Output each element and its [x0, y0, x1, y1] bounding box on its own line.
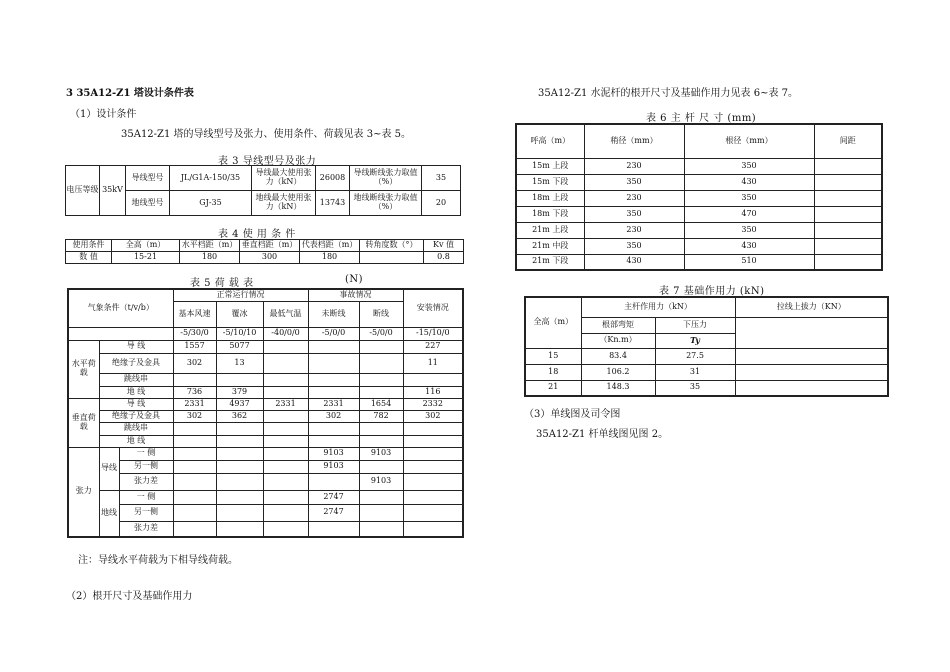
t7-press-symbol: Ty — [655, 333, 735, 348]
sub-heading-foundation: （2）根开尺寸及基础作用力 — [66, 591, 193, 602]
cell — [308, 473, 359, 490]
group-horizontal: 水平荷载 — [68, 340, 99, 398]
cell — [263, 460, 308, 473]
t4-header: 全高（m） — [112, 240, 180, 252]
sub-heading-design: （1）设计条件 — [70, 109, 137, 120]
t4-value: 180 — [180, 252, 240, 264]
group-ground: 地线 — [99, 490, 119, 537]
cell: 350 — [584, 206, 684, 222]
t4-value — [360, 252, 424, 264]
cell: 350 — [684, 158, 814, 174]
cell: 116 — [403, 386, 463, 398]
cell: 230 — [584, 190, 684, 206]
cell: 302 — [173, 410, 216, 422]
voltage-value: 35kV — [100, 166, 126, 216]
cell: 4937 — [216, 398, 263, 410]
cell: 导线断线张力取值（%） — [350, 166, 422, 191]
cell — [216, 473, 263, 490]
cell: 26008 — [316, 166, 350, 191]
t7-pull-blank — [735, 317, 888, 348]
cell: 227 — [403, 340, 463, 353]
cell: 21m 下段 — [516, 254, 584, 270]
cond-value: -5/0/0 — [359, 327, 403, 340]
intro-right: 35A12-Z1 水泥杆的根开尺寸及基础作用力见表 6~表 7。 — [538, 88, 798, 99]
cell — [308, 386, 359, 398]
row-label: 地 线 — [99, 386, 173, 398]
cell: 导线最大使用张力（kN） — [252, 166, 316, 191]
cell — [263, 521, 308, 537]
cell — [403, 521, 463, 537]
table3-caption: 表 3 导线型号及张力 — [218, 156, 317, 167]
cell: 302 — [173, 353, 216, 373]
cell — [814, 190, 882, 206]
t6-header: 稍径（mm） — [584, 124, 684, 158]
cell — [173, 504, 216, 521]
cell — [216, 373, 263, 386]
cell — [263, 435, 308, 447]
weather-label: 气象条件（t/v/b） — [68, 289, 173, 327]
t4-header: 转角度数（°） — [360, 240, 424, 252]
cell: 13743 — [316, 191, 350, 216]
cell — [735, 380, 888, 396]
table4-caption: 表 4 使 用 条 件 — [218, 229, 296, 240]
t7-pull-header: 拉线上拔力（KN） — [735, 297, 888, 317]
table5-unit: (N) — [345, 274, 364, 285]
cell — [263, 504, 308, 521]
cell — [173, 422, 216, 435]
row-label: 跳线串 — [99, 373, 173, 386]
cell: 15m 下段 — [516, 174, 584, 190]
cell — [403, 435, 463, 447]
cell — [216, 521, 263, 537]
cell: 782 — [359, 410, 403, 422]
t4-header: 垂直档距（m） — [240, 240, 300, 252]
cell — [735, 348, 888, 364]
row-label: 另一侧 — [119, 504, 173, 521]
cond-value: -5/30/0 — [173, 327, 216, 340]
cond-blank — [68, 327, 173, 340]
row-label: 地 线 — [99, 435, 173, 447]
section-title: 3 35A12-Z1 塔设计条件表 — [66, 88, 194, 99]
cell — [814, 238, 882, 254]
cell — [308, 353, 359, 373]
t4-value: 300 — [240, 252, 300, 264]
cell: 31 — [655, 364, 735, 380]
cell: 430 — [684, 174, 814, 190]
t6-header: 呼高（m） — [516, 124, 584, 158]
row-label: 另一侧 — [119, 460, 173, 473]
t7-moment-header: 根部弯矩 — [581, 317, 655, 333]
cell: 5077 — [216, 340, 263, 353]
t4-value: 15-21 — [112, 252, 180, 264]
cell: 35 — [422, 166, 461, 191]
row-label: 张力差 — [119, 473, 173, 490]
table-5 — [67, 288, 464, 538]
cell — [173, 490, 216, 504]
row-label: 张力差 — [119, 521, 173, 537]
cell: 736 — [173, 386, 216, 398]
cell: 2331 — [308, 398, 359, 410]
cell — [814, 254, 882, 270]
voltage-label: 电压等级 — [66, 166, 100, 216]
cell: 18m 上段 — [516, 190, 584, 206]
cell: 9103 — [308, 460, 359, 473]
cell: 1654 — [359, 398, 403, 410]
cell: 430 — [684, 238, 814, 254]
cond-value: -40/0/0 — [263, 327, 308, 340]
cell: 地线断线张力取值（%） — [350, 191, 422, 216]
cell — [173, 473, 216, 490]
group-vertical: 垂直荷载 — [68, 398, 99, 447]
cell: 2331 — [263, 398, 308, 410]
t4-value: 180 — [300, 252, 360, 264]
cell: 9103 — [359, 473, 403, 490]
cell — [263, 373, 308, 386]
cell: 地线最大使用张力（kN） — [252, 191, 316, 216]
sub-header: 最低气温 — [263, 301, 308, 327]
cell — [359, 435, 403, 447]
cell — [359, 340, 403, 353]
cell: 15 — [525, 348, 581, 364]
cell — [263, 473, 308, 490]
t4-header: 代表档距（m） — [300, 240, 360, 252]
cell — [216, 422, 263, 435]
cell — [403, 473, 463, 490]
t7-main-header: 主杆作用力（kN） — [581, 297, 735, 317]
t6-header: 根径（mm） — [684, 124, 814, 158]
cell: 148.3 — [581, 380, 655, 396]
cell: 350 — [684, 222, 814, 238]
cell — [403, 422, 463, 435]
cell: 83.4 — [581, 348, 655, 364]
cell: 15m 上段 — [516, 158, 584, 174]
cond-value: -15/10/0 — [403, 327, 463, 340]
cell: 18 — [525, 364, 581, 380]
cell — [308, 435, 359, 447]
install-label: 安装情况 — [403, 289, 463, 327]
t7-height-header: 全高（m） — [525, 297, 581, 348]
cell — [263, 410, 308, 422]
row-label: 跳线串 — [99, 422, 173, 435]
cell: 35 — [655, 380, 735, 396]
cell: 21m 中段 — [516, 238, 584, 254]
accident-label: 事故情况 — [308, 289, 403, 301]
t4-header: Kv 值 — [424, 240, 464, 252]
cell — [216, 447, 263, 460]
cell — [814, 158, 882, 174]
t6-header: 间距 — [814, 124, 882, 158]
cell: 106.2 — [581, 364, 655, 380]
cell — [359, 504, 403, 521]
cell: 362 — [216, 410, 263, 422]
t7-press-header: 下压力 — [655, 317, 735, 333]
intro-left: 35A12-Z1 塔的导线型号及张力、使用条件、荷载见表 3~表 5。 — [121, 129, 411, 140]
cell: 21 — [525, 380, 581, 396]
cell: 2332 — [403, 398, 463, 410]
cell — [173, 521, 216, 537]
cell: 1557 — [173, 340, 216, 353]
t7-moment-unit: （Kn.m） — [581, 333, 655, 348]
row-label: 导 线 — [99, 398, 173, 410]
table-7 — [524, 296, 889, 397]
row-label: 一 侧 — [119, 447, 173, 460]
table-4 — [65, 239, 464, 264]
table5-caption: 表 5 荷 载 表 — [190, 278, 254, 289]
group-conductor: 导线 — [99, 447, 119, 490]
sub-header: 断线 — [359, 301, 403, 327]
diagram-reference: 35A12-Z1 杆单线图见图 2。 — [536, 429, 669, 440]
table-6 — [515, 123, 883, 271]
cell — [263, 386, 308, 398]
cell — [814, 222, 882, 238]
cell: 27.5 — [655, 348, 735, 364]
cell — [216, 435, 263, 447]
cell — [216, 490, 263, 504]
cell — [359, 490, 403, 504]
cell — [216, 504, 263, 521]
cell: 21m 上段 — [516, 222, 584, 238]
normal-label: 正常运行情况 — [173, 289, 308, 301]
cell: 302 — [308, 410, 359, 422]
cell — [308, 422, 359, 435]
cell — [263, 340, 308, 353]
cell: 350 — [584, 238, 684, 254]
cell: 470 — [684, 206, 814, 222]
cell — [359, 460, 403, 473]
cell: 510 — [684, 254, 814, 270]
cell: 302 — [403, 410, 463, 422]
cell: 2747 — [308, 490, 359, 504]
cell — [359, 521, 403, 537]
cell — [359, 353, 403, 373]
group-tension: 张力 — [68, 447, 99, 537]
t4-header: 水平档距（m） — [180, 240, 240, 252]
cell — [308, 373, 359, 386]
cell — [263, 422, 308, 435]
cell: 9103 — [308, 447, 359, 460]
cell: 379 — [216, 386, 263, 398]
cell: 13 — [216, 353, 263, 373]
cell — [814, 174, 882, 190]
table-3 — [65, 165, 461, 216]
t4-value: 数 值 — [66, 252, 112, 264]
cell — [359, 373, 403, 386]
cell: 18m 下段 — [516, 206, 584, 222]
cell — [403, 504, 463, 521]
cell: 2331 — [173, 398, 216, 410]
cell: 9103 — [359, 447, 403, 460]
cell — [359, 422, 403, 435]
sub-header: 基本风速 — [173, 301, 216, 327]
cell: JL/G1A-150/35 — [170, 166, 252, 191]
t4-header: 使用条件 — [66, 240, 112, 252]
cell — [263, 353, 308, 373]
table7-caption: 表 7 基础作用力 (kN) — [659, 286, 765, 297]
row-label: 绝缘子及金具 — [99, 410, 173, 422]
cell — [403, 373, 463, 386]
table6-caption: 表 6 主 杆 尺 寸 (mm) — [646, 113, 757, 124]
cell — [403, 447, 463, 460]
row-label: 绝缘子及金具 — [99, 353, 173, 373]
sub-heading-diagram: （3）单线图及司令图 — [524, 409, 621, 420]
sub-header: 未断线 — [308, 301, 359, 327]
cell: 430 — [584, 254, 684, 270]
cell — [173, 447, 216, 460]
cell: 230 — [584, 222, 684, 238]
cond-value: -5/10/10 — [216, 327, 263, 340]
cell: 230 — [584, 158, 684, 174]
row-label: 一 侧 — [119, 490, 173, 504]
t4-value: 0.8 — [424, 252, 464, 264]
cell: 20 — [422, 191, 461, 216]
cell: 11 — [403, 353, 463, 373]
cell — [173, 460, 216, 473]
cell: 350 — [684, 190, 814, 206]
cell — [735, 364, 888, 380]
cell — [173, 435, 216, 447]
cell — [403, 490, 463, 504]
cell: GJ-35 — [170, 191, 252, 216]
cell — [814, 206, 882, 222]
sub-header: 覆冰 — [216, 301, 263, 327]
cell — [403, 460, 463, 473]
cell — [216, 460, 263, 473]
cell — [263, 447, 308, 460]
cell — [263, 490, 308, 504]
row-label: 导 线 — [99, 340, 173, 353]
cell — [173, 373, 216, 386]
cell — [359, 386, 403, 398]
cond-value: -5/0/0 — [308, 327, 359, 340]
cell — [308, 340, 359, 353]
cell — [308, 521, 359, 537]
cell: 350 — [584, 174, 684, 190]
table5-note: 注：导线水平荷载为下相导线荷载。 — [78, 555, 238, 566]
cell: 地线型号 — [126, 191, 170, 216]
cell: 2747 — [308, 504, 359, 521]
cell: 导线型号 — [126, 166, 170, 191]
